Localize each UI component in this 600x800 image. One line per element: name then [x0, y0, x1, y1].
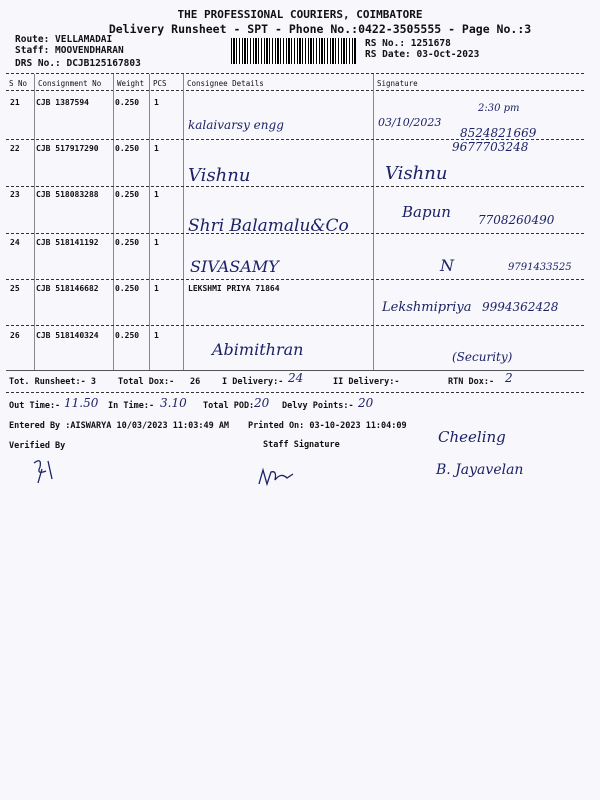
row-pcs: 1 [154, 190, 159, 199]
col-consignee: Consignee Details [187, 79, 264, 88]
row-weight: 0.250 [115, 98, 140, 107]
printed-on: Printed On: 03-10-2023 11:04:09 [248, 421, 407, 431]
row-consignment: CJB 518141192 [36, 238, 99, 247]
row-sno: 23 [10, 190, 20, 199]
signature-name: Vishnu [385, 163, 448, 184]
consignee-printed: LEKSHMI PRIYA 71864 [188, 284, 280, 293]
verified-by-label: Verified By [9, 441, 66, 451]
consignee-handwritten: Vishnu [188, 165, 251, 186]
signature-mark: N [440, 256, 454, 275]
signature-date: 03/10/2023 [378, 116, 442, 129]
col-sno: S No [9, 79, 28, 88]
signature-phone: 7708260490 [478, 213, 555, 227]
entered-by: Entered By :AISWARYA 10/03/2023 11:03:49 AM [9, 421, 230, 431]
row-sno: 21 [10, 98, 20, 107]
in-time-label: In Time:- [108, 401, 155, 411]
signature-phone: 9994362428 [482, 300, 559, 314]
i-delivery-label: I Delivery:- [222, 377, 284, 387]
runsheet-subtitle: Delivery Runsheet - SPT - Phone No.:0422-3505555 - Page No.:3 [108, 22, 532, 36]
row-pcs: 1 [154, 144, 159, 153]
rs-date: RS Date: 03-Oct-2023 [365, 49, 480, 60]
out-time-label: Out Time:- [9, 401, 61, 411]
rs-number: RS No.: 1251678 [365, 38, 451, 49]
staff-signature-label: Staff Signature [263, 440, 340, 450]
row-consignment: CJB 1387594 [36, 98, 89, 107]
rtn-dox-label: RTN Dox:- [448, 377, 495, 387]
company-title: THE PROFESSIONAL COURIERS, COIMBATORE [177, 8, 423, 21]
delvy-points-label: Delvy Points:- [282, 401, 354, 411]
col-weight: Weight [117, 79, 145, 88]
signature-phone: 9677703248 [452, 140, 529, 154]
row-rule [6, 279, 584, 280]
row-weight: 0.250 [115, 144, 140, 153]
header-rule [6, 73, 584, 74]
consignee-handwritten: Shri Balamalu&Co [188, 216, 349, 236]
in-time-value: 3.10 [160, 396, 187, 410]
signature-phone: 9791433525 [508, 262, 572, 273]
row-pcs: 1 [154, 238, 159, 247]
total-dox-label: Total Dox:- [118, 377, 175, 387]
row-consignment: CJB 518146682 [36, 284, 99, 293]
row-weight: 0.250 [115, 238, 140, 247]
delvy-points-value: 20 [358, 396, 374, 410]
staff-label: Staff: MOOVENDHARAN [15, 45, 124, 56]
signature-name: Lekshmipriya [382, 300, 472, 315]
row-sno: 25 [10, 284, 20, 293]
right-signature: Cheeling [438, 428, 506, 446]
row-pcs: 1 [154, 98, 159, 107]
consignee-handwritten: kalaivarsy engg [188, 118, 284, 132]
col-signature: Signature [377, 79, 418, 88]
row-weight: 0.250 [115, 190, 140, 199]
signature-phone: 8524821669 [460, 126, 537, 140]
row-consignment: CJB 517917290 [36, 144, 99, 153]
row-sno: 22 [10, 144, 20, 153]
verifier-signature [28, 455, 58, 485]
totals-rule [6, 392, 584, 393]
total-pod-label: Total POD: [203, 401, 255, 411]
row-sno: 24 [10, 238, 20, 247]
col-pcs: PCS [153, 79, 167, 88]
signature-note: (Security) [452, 350, 513, 364]
rtn-dox-value: 2 [505, 371, 513, 385]
i-delivery-value: 24 [288, 371, 304, 385]
drs-label: DRS No.: DCJB125167803 [15, 58, 141, 69]
column-rule [6, 90, 584, 91]
row-weight: 0.250 [115, 284, 140, 293]
row-consignment: CJB 518083288 [36, 190, 99, 199]
col-consignment: Consignment No [38, 79, 102, 88]
consignee-handwritten: SIVASAMY [190, 257, 279, 276]
out-time-value: 11.50 [64, 396, 99, 410]
route-label: Route: VELLAMADAI [15, 34, 113, 45]
signature-name: Bapun [402, 203, 451, 221]
consignee-handwritten: Abimithran [212, 340, 304, 359]
row-weight: 0.250 [115, 331, 140, 340]
row-consignment: CJB 518140324 [36, 331, 99, 340]
barcode [231, 38, 356, 64]
tot-runsheet: Tot. Runsheet:- 3 [9, 377, 96, 387]
row-pcs: 1 [154, 284, 159, 293]
total-dox-value: 26 [190, 377, 201, 387]
row-rule [6, 186, 584, 187]
ii-delivery-label: II Delivery:- [333, 377, 400, 387]
row-rule [6, 233, 584, 234]
row-pcs: 1 [154, 331, 159, 340]
row-sno: 26 [10, 331, 20, 340]
signature-time: 2:30 pm [478, 103, 520, 114]
staff-signature [255, 464, 305, 492]
right-signature-name: B. Jayavelan [436, 462, 524, 478]
total-pod-value: 20 [254, 396, 270, 410]
row-rule [6, 325, 584, 326]
